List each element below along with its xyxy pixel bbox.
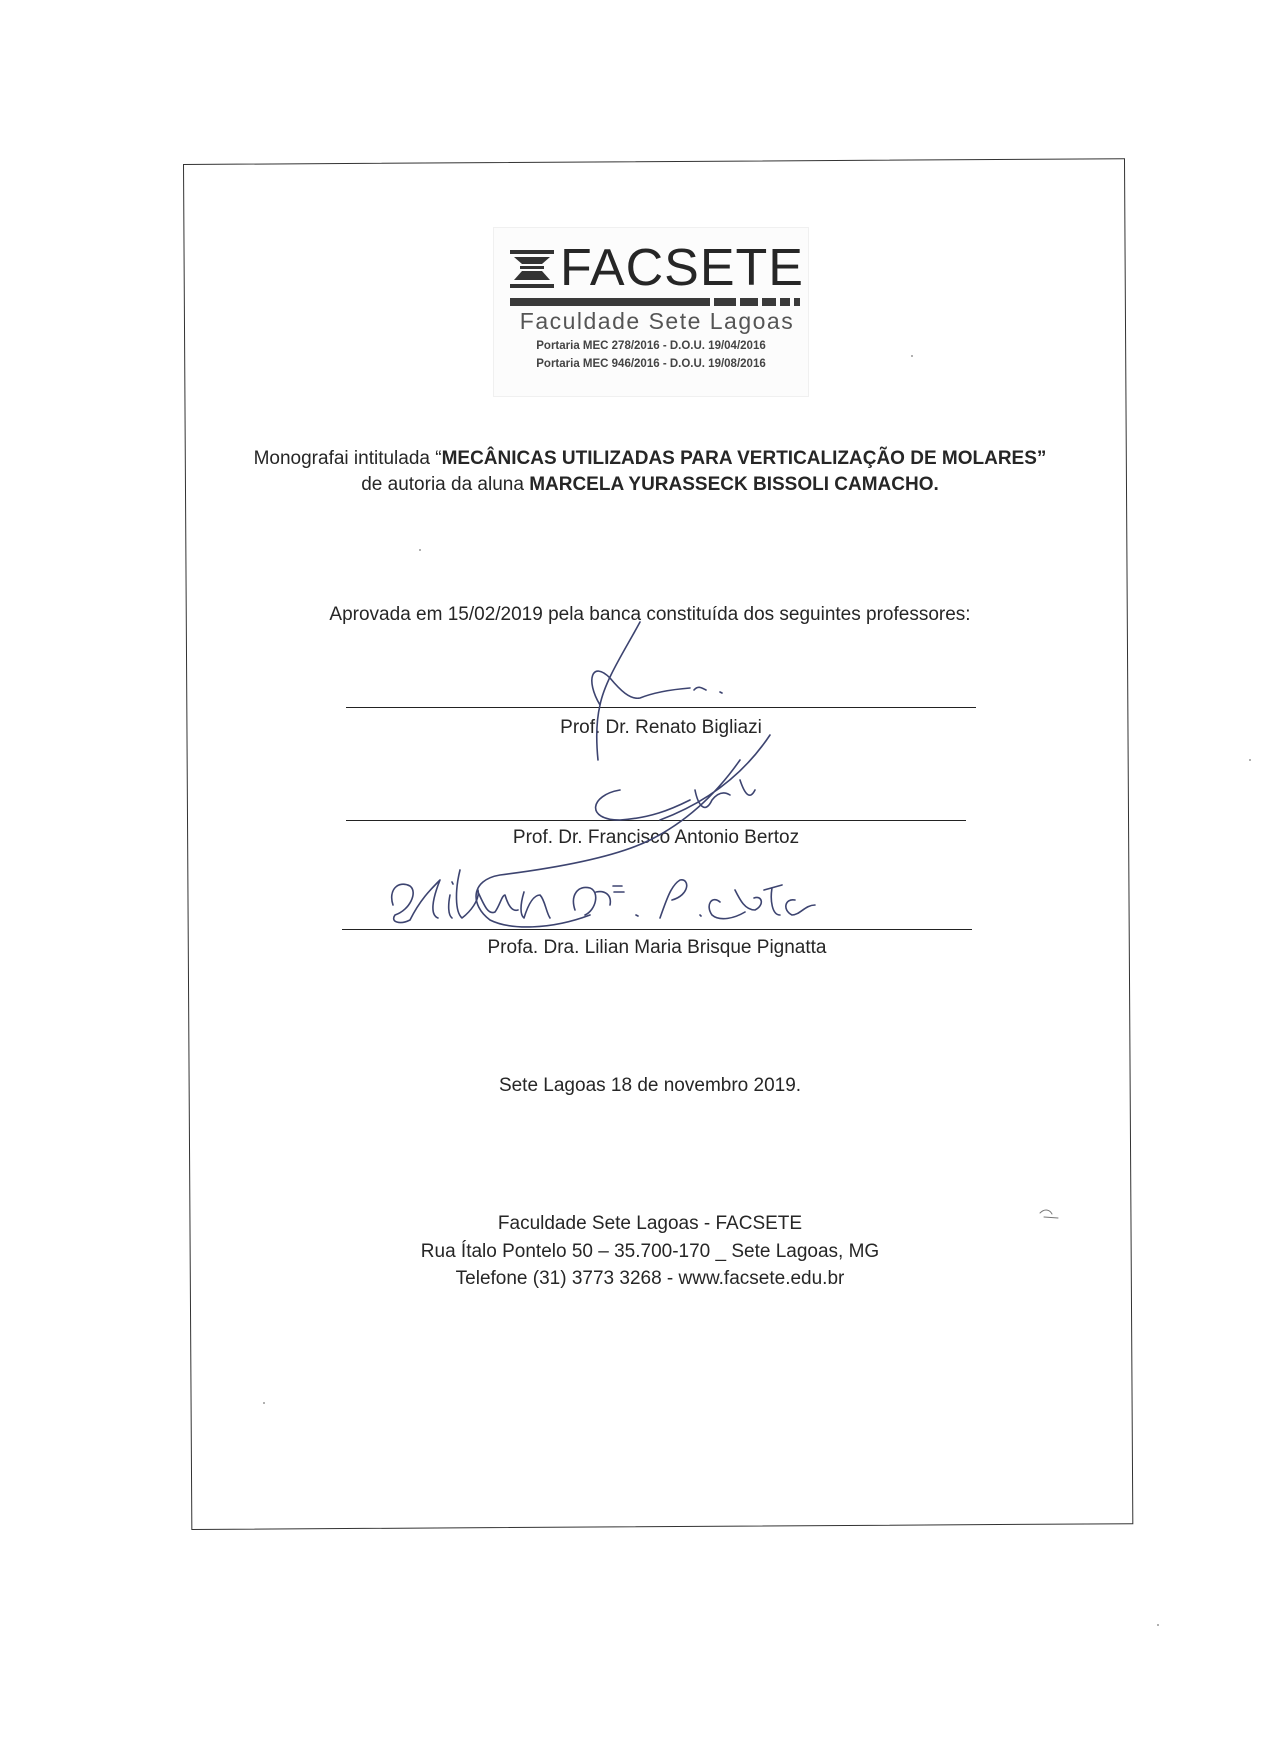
intro-prefix: Monografai intitulada “ xyxy=(253,448,442,469)
examiner-name-1: Prof. Dr. Renato Bigliazi xyxy=(560,717,762,738)
author-name: MARCELA YURASSECK BISSOLI CAMACHO. xyxy=(529,474,939,495)
examiner-name-3: Profa. Dra. Lilian Maria Brisque Pignatta xyxy=(487,937,827,958)
footer-address: Rua Ítalo Pontelo 50 – 35.700-170 _ Sete Lagoas, MG xyxy=(420,1241,880,1262)
approval-text: Aprovada em 15/02/2019 pela banca constituída dos seguintes professores: xyxy=(329,604,971,625)
author-prefix: de autoria da aluna xyxy=(361,474,530,495)
logo-portaria-2: Portaria MEC 946/2016 - D.O.U. 19/08/2016 xyxy=(536,358,766,370)
examiner-name-2: Prof. Dr. Francisco Antonio Bertoz xyxy=(512,827,800,848)
footer-contact: Telefone (31) 3773 3268 - www.facsete.edu.br xyxy=(455,1268,845,1289)
logo-portaria-1: Portaria MEC 278/2016 - D.O.U. 19/04/2016 xyxy=(536,340,766,352)
footer-institution: Faculdade Sete Lagoas - FACSETE xyxy=(497,1213,803,1234)
logo-name: FACSETE xyxy=(560,239,804,297)
place-date: Sete Lagoas 18 de novembro 2019. xyxy=(498,1075,802,1096)
intro-suffix: ” xyxy=(1036,448,1047,469)
monograph-title: MECÂNICAS UTILIZADAS PARA VERTICALIZAÇÃO DE MOLARES xyxy=(441,448,1037,469)
logo-subtitle: Faculdade Sete Lagoas xyxy=(519,308,795,334)
